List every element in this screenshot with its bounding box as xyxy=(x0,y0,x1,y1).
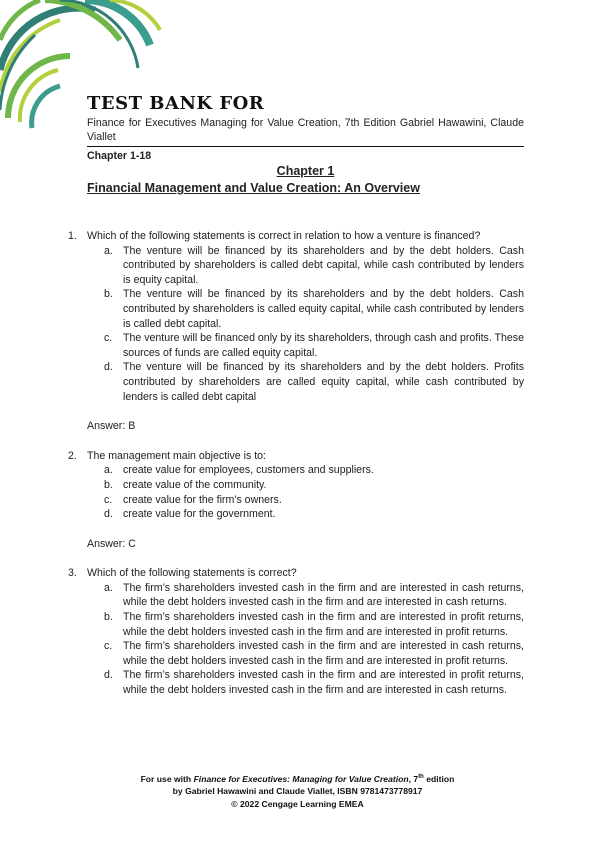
question-text: Which of the following statements is correct? xyxy=(87,567,297,580)
option-text: create value for the government. xyxy=(123,508,276,521)
option-text: The firm’s shareholders invested cash in the firm and are interested in cash returns, while the debt holders invested cash in the firm and are interested in cash returns. xyxy=(123,581,524,609)
option-letter: b. xyxy=(104,611,113,624)
chapter-title: Financial Management and Value Creation: An Overview xyxy=(87,181,420,195)
answer-line: Answer: B xyxy=(87,420,136,433)
chapter-number: Chapter 1 xyxy=(276,164,335,178)
question-number: 1. xyxy=(68,230,77,242)
option-letter: b. xyxy=(104,478,113,491)
option-list xyxy=(104,463,524,521)
footer-line-1 xyxy=(0,771,595,785)
question-item xyxy=(68,566,524,697)
question-text: The management main objective is to: xyxy=(87,449,267,462)
test-bank-heading: TEST BANK FOR xyxy=(87,93,265,114)
question-text: Which of the following statements is correct in relation to how a venture is financed? xyxy=(87,230,481,242)
question-item xyxy=(68,449,524,552)
option-text: The venture will be financed by its shareholders and by the debt holders. Cash contributed by shareholders is called debt capital, while cash contributed by lenders is equity capital. xyxy=(123,244,524,286)
option-letter: c. xyxy=(104,493,113,506)
option-item xyxy=(104,639,524,668)
option-item xyxy=(104,668,524,697)
option-item xyxy=(104,581,524,610)
option-letter: b. xyxy=(104,288,113,301)
question-list xyxy=(68,229,524,698)
option-text: The venture will be financed only by its shareholders, through cash and profits. These sources of funds are called equity capital. xyxy=(123,332,524,359)
option-text: create value for the firm’s owners. xyxy=(123,493,282,506)
page-footer xyxy=(0,771,595,810)
question-stem xyxy=(68,229,524,244)
option-item xyxy=(104,360,524,404)
book-title: Finance for Executives Managing for Value Creation, 7th Edition Gabriel Hawawini, Claude Viallet xyxy=(87,117,524,143)
header-divider xyxy=(87,146,524,147)
option-letter: d. xyxy=(104,508,113,521)
option-item xyxy=(104,463,524,478)
option-item xyxy=(104,493,524,508)
option-letter: c. xyxy=(104,332,113,345)
option-item xyxy=(104,331,524,360)
question-stem xyxy=(68,566,524,581)
chapter-range: Chapter 1-18 xyxy=(87,150,152,162)
logo-arc-1 xyxy=(8,56,70,118)
footer-prefix: For use with xyxy=(140,773,194,784)
option-text: The venture will be financed by its shareholders and by the debt holders. Profits contributed by shareholders are called equity capital, while cash contributed by lenders is called debt capital xyxy=(123,361,524,403)
question-number: 2. xyxy=(68,449,77,462)
footer-line-2: by Gabriel Hawawini and Claude Viallet, ISBN 9781473778917 xyxy=(172,786,423,797)
footer-edition-suffix: edition xyxy=(423,773,455,784)
option-item xyxy=(104,478,524,493)
question-number: 3. xyxy=(68,567,77,580)
option-list xyxy=(104,581,524,698)
option-letter: a. xyxy=(104,244,113,257)
option-letter: a. xyxy=(104,464,113,477)
option-item xyxy=(104,244,524,288)
option-letter: c. xyxy=(104,640,113,653)
answer-line: Answer: C xyxy=(87,537,136,550)
footer-book-title: Finance for Executives: Managing for Value Creation xyxy=(193,773,409,784)
logo-arc-3 xyxy=(32,86,60,128)
document-header xyxy=(87,92,524,195)
question-item xyxy=(68,229,524,434)
footer-line-3: © 2022 Cengage Learning EMEA xyxy=(231,798,364,809)
option-item xyxy=(104,287,524,331)
option-letter: d. xyxy=(104,361,113,374)
option-list xyxy=(104,244,524,405)
footer-edition-number: , 7 xyxy=(408,773,419,784)
option-letter: d. xyxy=(104,669,113,682)
footer-edition-superscript: th xyxy=(418,774,424,780)
option-letter: a. xyxy=(104,581,113,594)
question-stem xyxy=(68,449,524,464)
option-text: The firm’s shareholders invested cash in the firm and are interested in profit returns, while the debt holders invested cash in the firm and are interested in profit returns. xyxy=(123,611,524,638)
option-text: The venture will be financed by its shareholders and by the debt holders. Cash contributed by shareholders is called equity capital, while cash contributed by lenders is called debt capital. xyxy=(123,288,524,330)
option-text: create value of the community. xyxy=(123,478,267,491)
option-text: create value for employees, customers and suppliers. xyxy=(123,464,374,477)
option-text: The firm’s shareholders invested cash in the firm and are interested in cash returns, while the debt holders invested cash in the firm and are interested in profit returns. xyxy=(123,640,524,667)
option-item xyxy=(104,610,524,639)
option-text: The firm’s shareholders invested cash in the firm and are interested in profit returns, while the debt holders invested cash in the firm and are interested in cash returns. xyxy=(123,669,524,697)
option-item xyxy=(104,507,524,522)
